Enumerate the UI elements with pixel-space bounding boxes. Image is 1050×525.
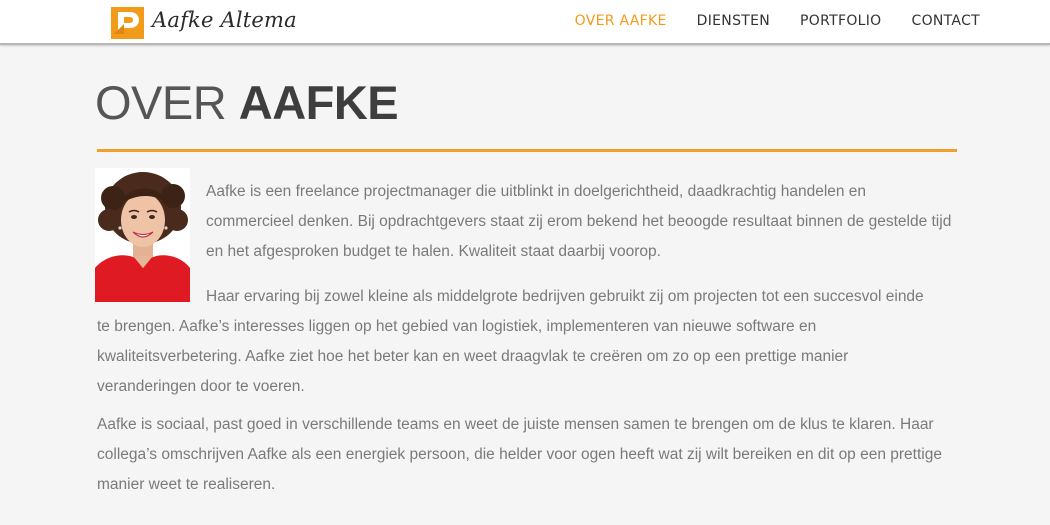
about-paragraph-1: Aafke is een freelance projectmanager die uitblinkt in doelgerichtheid, daadkrachtig handelen en commercieel denken. Bij opdrachtgevers staat zij erom bekend het beoogde resultaat binnen de gestelde tijd en het afgesproken budget te halen. Kwaliteit staat daarbij voorop. xyxy=(206,183,952,260)
page-title-bold: AAFKE xyxy=(238,76,399,129)
about-paragraph-2: Haar ervaring bij zowel kleine als middelgrote bedrijven gebruikt zij om projecten tot een succesvol einde te brengen. Aafke’s interesses liggen op het gebied van logistiek, implementeren van nieuwe software en kwaliteitsverbetering. Aafke ziet hoe het beter kan en weet draagvlak te creëren om zo op een prettige manier veranderingen door te voeren. xyxy=(97,288,924,395)
brand-logo-icon[interactable] xyxy=(111,7,144,39)
about-paragraph-3: Aafke is sociaal, past goed in verschillende teams en weet de juiste mensen samen te brengen om de klus te klaren. Haar collega’s omschrijven Aafke als een energiek persoon, die helder voor ogen heeft wat zij wilt bereiken en dit op een prettige manier weet te realiseren. xyxy=(97,416,942,493)
brand-name[interactable]: Aafke Altema xyxy=(152,8,297,32)
nav-item-over-aafke[interactable]: OVER AAFKE xyxy=(574,13,667,29)
page-title-light: OVER xyxy=(95,76,227,129)
nav-item-contact[interactable]: CONTACT xyxy=(911,13,980,29)
nav-item-portfolio[interactable]: PORTFOLIO xyxy=(800,13,882,29)
top-navigation-bar xyxy=(0,0,1050,45)
title-divider xyxy=(97,149,957,152)
page-title xyxy=(95,75,398,130)
nav-item-diensten[interactable]: DIENSTEN xyxy=(696,13,771,29)
main-menu xyxy=(575,13,980,29)
